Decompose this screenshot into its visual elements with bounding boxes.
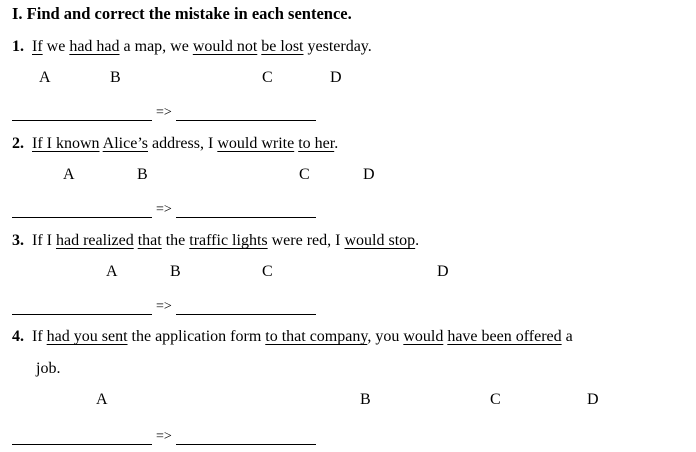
option-c-text: would write xyxy=(217,135,295,152)
mistake-blank[interactable] xyxy=(12,106,152,121)
option-d-text: have been offered xyxy=(447,328,562,345)
correction-blank[interactable] xyxy=(176,300,316,315)
sentence-text: we xyxy=(42,38,70,55)
answer-row xyxy=(12,103,316,121)
sentence-text: . xyxy=(415,232,420,249)
option-b-text: Alice’s xyxy=(102,135,148,152)
sentence-text: yesterday. xyxy=(303,38,372,55)
label-c: C xyxy=(299,166,310,183)
label-d: D xyxy=(330,69,342,86)
sentence-text: If I xyxy=(32,232,56,249)
sentence-text: address, I xyxy=(148,135,218,152)
answer-row xyxy=(12,427,316,445)
label-a: A xyxy=(63,166,75,183)
arrow-symbol: => xyxy=(156,105,172,120)
correction-blank[interactable] xyxy=(176,203,316,218)
mistake-blank[interactable] xyxy=(12,203,152,218)
label-a: A xyxy=(96,391,108,408)
sentence-text: were red, I xyxy=(267,232,345,249)
option-c-text: would xyxy=(403,328,444,345)
correction-blank[interactable] xyxy=(176,430,316,445)
option-d-text: be lost xyxy=(261,38,304,55)
sentence-text: a xyxy=(561,328,573,345)
option-c-text: would not xyxy=(192,38,258,55)
label-d: D xyxy=(437,263,449,280)
option-a-text: had realized xyxy=(55,232,134,249)
label-a: A xyxy=(106,263,118,280)
label-c: C xyxy=(490,391,501,408)
question-1 xyxy=(12,37,372,57)
answer-row xyxy=(12,200,316,218)
option-a-text: If I known xyxy=(32,135,100,152)
option-b-text: had had xyxy=(69,38,120,55)
sentence-text: If xyxy=(32,328,47,345)
option-a-text: If xyxy=(32,38,43,55)
label-b: B xyxy=(110,69,121,86)
label-a: A xyxy=(39,69,51,86)
mistake-blank[interactable] xyxy=(12,430,152,445)
sentence-text: , you xyxy=(367,328,404,345)
arrow-symbol: => xyxy=(156,429,172,444)
label-b: B xyxy=(360,391,371,408)
mistake-blank[interactable] xyxy=(12,300,152,315)
option-d-text: to her xyxy=(298,135,335,152)
option-c-text: traffic lights xyxy=(189,232,268,249)
label-c: C xyxy=(262,263,273,280)
answer-row xyxy=(12,297,316,315)
sentence-text: the xyxy=(161,232,190,249)
arrow-symbol: => xyxy=(156,202,172,217)
label-d: D xyxy=(587,391,599,408)
label-d: D xyxy=(363,166,375,183)
question-number: 4. xyxy=(12,328,24,345)
label-b: B xyxy=(170,263,181,280)
correction-blank[interactable] xyxy=(176,106,316,121)
question-2 xyxy=(12,134,338,154)
sentence-text: . xyxy=(334,135,339,152)
question-number: 3. xyxy=(12,232,24,249)
sentence-text: the application form xyxy=(127,328,266,345)
question-number: 2. xyxy=(12,135,24,152)
question-4 xyxy=(12,327,573,347)
arrow-symbol: => xyxy=(156,299,172,314)
option-d-text: would stop xyxy=(344,232,416,249)
question-number: 1. xyxy=(12,38,24,55)
exercise-title: I. Find and correct the mistake in each sentence. xyxy=(12,4,352,23)
label-b: B xyxy=(137,166,148,183)
sentence-continuation: job. xyxy=(36,360,61,377)
sentence-text: a map, we xyxy=(119,38,193,55)
option-a-text: had you sent xyxy=(46,328,128,345)
label-c: C xyxy=(262,69,273,86)
question-3 xyxy=(12,231,419,251)
option-b-text: to that company xyxy=(265,328,368,345)
option-b-text: that xyxy=(137,232,162,249)
